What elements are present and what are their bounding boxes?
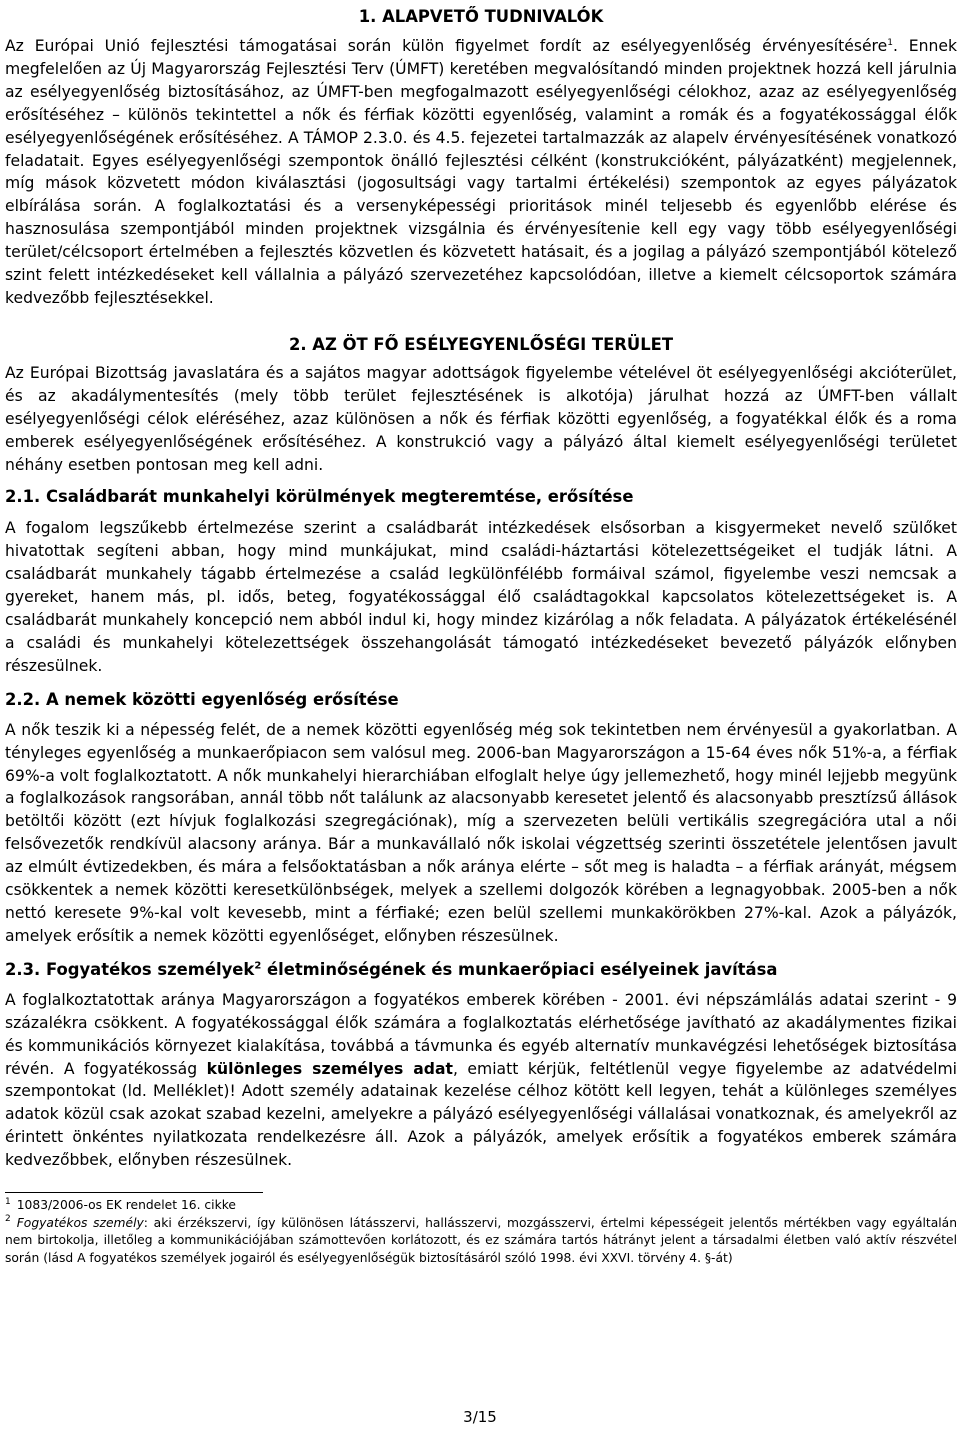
- document-page: [5, 0, 957, 1267]
- section-1-text-b: . Ennek megfelelően az Új Magyarország Fejlesztési Terv (ÚMFT) keretében megvalósítandó minden projektnek hozzá kell járulnia az esélyegyenlőség biztosításához, az ÚMFT-ben megfogalmazott esélyegyenlőségi célokhoz, azaz az esélyegyenlőség erősítéséhez – különös tekintettel a nők és férfiak közötti egyenlőség, valamint a romák és a fogyatékossággal élők esélyegyenlőségének erősítéséhez. A TÁMOP 2.3.0. és 4.5. fejezetei tartalmazzák az alapelv érvényesítésének vonatkozó feladatait. Egyes esélyegyenlőségi szempontok önálló fejlesztési célként (konstrukcióként, pályázatként) megjelennek, míg mások közvetett módon kiválasztási (jogosultsági vagy tartalmi értékelési) szempontok az egyes pályázatok elbírálása során. A foglalkoztatási és a versenyképességi prioritások minél teljesebb és egyenlőbb elérése és hasznosulása szempontjából minden projektnek vizsgálnia és érvényesítenie kell egy vagy több esélyegyenlőségi terület/célcsoport értelmében a fejlesztés közvetlen és közvetett hatásait, és a jogilag a pályázó szempontjából kötelező szint felett intézkedéseket kell vállalnia a pályázó szervezetéhez kapcsolódóan, illetve a kiemelt célcsoportok számára kedvezőbb fejlesztésekkel.: [5, 37, 957, 307]
- page-number: 3/15: [463, 1408, 497, 1426]
- special-personal-data-emphasis: különleges személyes adat: [206, 1059, 453, 1078]
- section-1-heading: 1. ALAPVETŐ TUDNIVALÓK: [358, 7, 604, 26]
- subsection-2-2-heading: 2.2. A nemek közötti egyenlőség erősítése: [5, 689, 399, 709]
- subsection-2-1-paragraph: A fogalom legszűkebb értelmezése szerint a családbarát intézkedések elsősorban a kisgyermeket nevelő szülőket hivatottak segíteni abban, hogy mind munkájukat, mind családi-háztartási kötelezettségeiket el tudják látni. A családbarát munkahely tágabb értelmezése a család legkülönfélébb formáival számol, figyelembe veszi nemcsak a gyereket, hanem más, pl. idős, beteg, fogyatékossággal élő családtagokkal kapcsolatos kötelezettségeket is. A családbarát munkahely koncepció nem abból indul ki, hogy mindez kizárólag a nők feladata. A pályázatok értékelésénél a családi és munkahelyi kötelezettségek összehangolását támogató intézkedéseket bevezető pályázók előnyben részesülnek.: [5, 519, 957, 675]
- footnote-1: [5, 1197, 957, 1215]
- subsection-2-3-heading: [5, 958, 957, 982]
- section-1-paragraph: [5, 35, 957, 310]
- footnote-2-text: : aki érzékszervi, így különösen látásszervi, hallásszervi, mozgásszervi, értelmi képességeit jelentős mértékben vagy egyáltalán nem birtokolja, illetőleg a kommunikációjában számottevően korlátozott, és ez számára tartós hátrányt jelent a társadalmi életben való aktív részvétel során (lásd A fogyatékos személyek jogairól és esélyegyenlőségük biztosításáról szóló 1998. évi XXVI. törvény 4. §-át): [5, 1215, 957, 1265]
- subsection-2-3-text-a: A foglalkoztatottak aránya Magyarországon a fogyatékos emberek körében - 2001. évi népszámlálás adatai szerint - 9 százalékra csökkent. A fogyatékossággal élők számára a foglalkoztatás elérhetősége javítható az akadálymentes fizikai és kommunikációs környezet kialakítása, továbbá a távmunka és egyéb alternatív munkavégzési lehetőségek biztosítása révén. A fogyatékosság: [5, 990, 957, 1078]
- footnote-1-text: 1083/2006-os EK rendelet 16. cikke: [16, 1198, 236, 1213]
- footnote-1-mark: 1: [5, 1196, 11, 1207]
- subsection-2-3-heading-b: életminőségének és munkaerőpiaci esélyeinek javítása: [261, 959, 778, 979]
- subsection-2-3-paragraph: [5, 989, 957, 1172]
- subsection-2-1-heading: 2.1. Családbarát munkahelyi körülmények megteremtése, erősítése: [5, 487, 634, 507]
- footnote-2-term: Fogyatékos személy: [16, 1215, 144, 1230]
- subsection-2-3-heading-a: 2.3. Fogyatékos személyek: [5, 959, 255, 979]
- footnote-ref-2[interactable]: 2: [254, 960, 262, 972]
- section-1-text-a: Az Európai Unió fejlesztési támogatásai során külön figyelmet fordít az esélyegyenlőség érvényesítésére: [5, 37, 888, 55]
- footnote-2-mark: 2: [5, 1214, 11, 1225]
- subsection-2-2-paragraph: A nők teszik ki a népesség felét, de a nemek közötti egyenlőség még sok tekintetben nem érvényesül a gyakorlatban. A tényleges egyenlőség a munkaerőpiacon sem valósul meg. 2006-ban Magyarországon a 15-64 éves nők 51%-a, a férfiak 69%-a volt foglalkoztatott. A nők munkahelyi hierarchiában elfoglalt helye úgy jellemezhető, hogy minél lejjebb megyünk a foglalkozások rangsorában, annál több nőt találunk az alacsonyabb keresetet jelentő és alacsonyabb presztízsű állások betöltői között (ezt hívjuk foglalkozási szegregációnak), míg a szervezeten belüli vertikális szegregációra utal a női felsővezetők rendkívül alacsony aránya. Bár a munkavállaló nők iskolai végzettség szerinti összetétele jelentősen javult az elmúlt évtizedekben, és mára a felsőoktatásban a nők aránya elérte – sőt meg is haladta – a férfiak arányát, mégsem csökkentek a nemek közötti keresetkülönbségek, melyek a szellemi dolgozók körében a legnagyobbak. 2005-ben a nők nettó keresete 9%-kal volt kevesebb, mint a férfiaké; ezen belül szellemi munkakörökben 27%-kal. Azok a pályázók, amelyek erősítik a nemek közötti egyenlőséget, előnyben részesülnek.: [5, 720, 957, 945]
- subsection-2-3-text-b: , emiatt kérjük, feltétlenül vegye figyelembe az adatvédelmi szempontokat (ld. Melléklet)! Adott személy adatainak kezelése célhoz kötött kell legyen, tehát a különleges személyes adatok közül csak azokat szabad kezelni, amelyekre a pályázó esélyegyenlőségi vállalásai vonatkoznak, és amelyekről az érintett önkéntes nyilatkozata rendelkezésre áll. Azok a pályázók, amelyek erősítik a fogyatékos emberek számára kedvezőbbek, előnyben részesülnek.: [5, 1059, 957, 1170]
- section-2-heading: 2. AZ ÖT FŐ ESÉLYEGYENLŐSÉGI TERÜLET: [288, 334, 674, 354]
- footnote-separator: [5, 1192, 263, 1193]
- footnote-2: [5, 1215, 957, 1268]
- section-2-paragraph: Az Európai Bizottság javaslatára és a sajátos magyar adottságok figyelembe vételével öt esélyegyenlőségi akcióterület, és az akadálymentesítés (mely több terület fejlesztésének is alkotója) járulhat hozzá az ÚMFT-ben vállalt esélyegyenlőségi célok eléréséhez, azaz különösen a nők és férfiak közötti egyenlőség, a fogyatékkal élők és a roma emberek esélyegyenlőségének erősítéséhez. A konstrukció vagy a pályázó által kiemelt esélyegyenlőségi területet néhány esetben pontosan meg kell adni.: [5, 363, 957, 474]
- footnote-ref-1[interactable]: 1: [887, 37, 893, 48]
